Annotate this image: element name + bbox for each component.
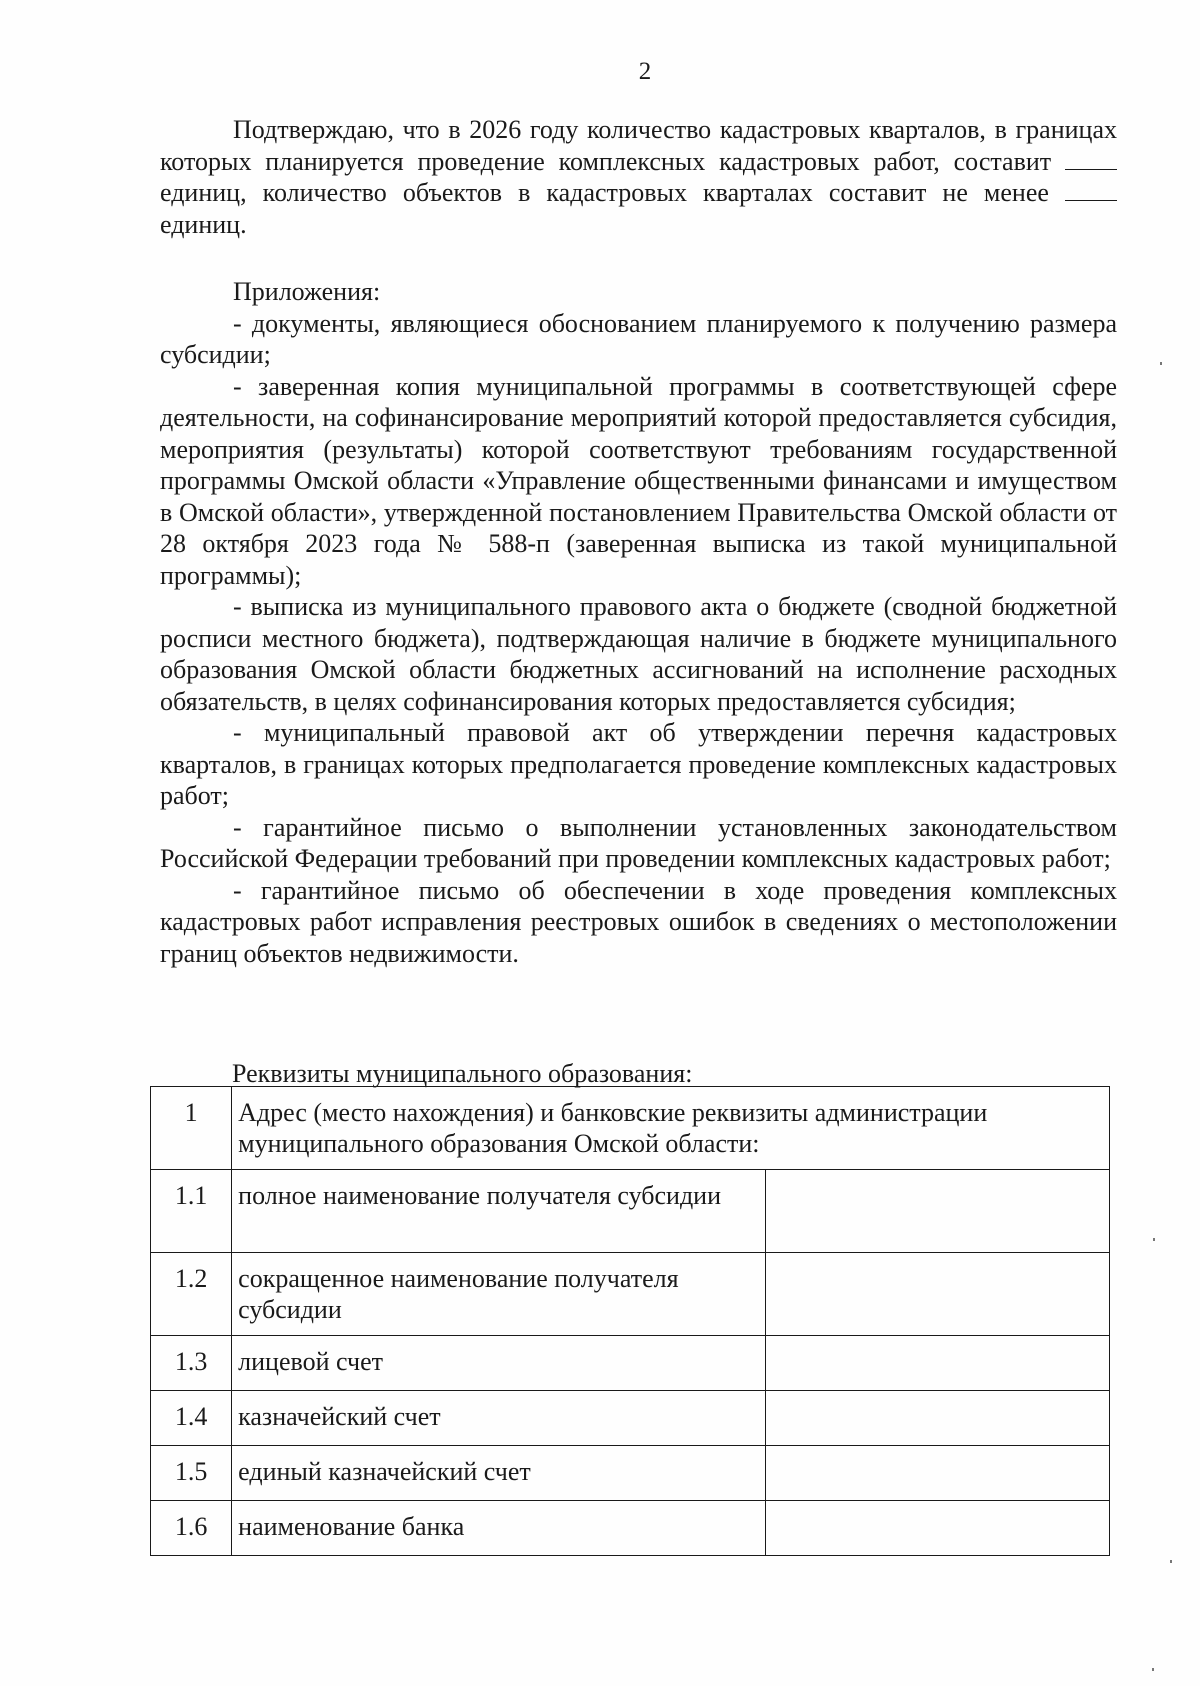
table-row [151, 1087, 1110, 1170]
row-value-cell[interactable] [766, 1501, 1110, 1556]
row-value-cell[interactable] [766, 1391, 1110, 1446]
confirmation-part-3: единиц. [160, 209, 247, 239]
row-number: 1.3 [151, 1336, 232, 1391]
confirmation-part-1: Подтверждаю, что в 2026 году количество кадастровых кварталов, в границах которых планируется проведение комплексных кадастровых работ, составит [160, 115, 1117, 176]
row-value-cell[interactable] [766, 1253, 1110, 1336]
row-label: сокращенное наименование получателя субсидии [232, 1253, 766, 1336]
attachments-section [160, 276, 1117, 969]
row-number: 1.4 [151, 1391, 232, 1446]
row-number: 1 [151, 1087, 232, 1170]
scan-speck [1153, 1238, 1155, 1241]
row-number: 1.6 [151, 1501, 232, 1556]
confirmation-part-2: единиц, количество объектов в кадастровых кварталах составит не менее [160, 178, 1049, 207]
requisites-title: Реквизиты муниципального образования: [232, 1059, 693, 1088]
table-row [151, 1446, 1110, 1501]
row-label: казначейский счет [232, 1391, 766, 1446]
table-row [151, 1170, 1110, 1253]
attachment-item: - муниципальный правовой акт об утверждении перечня кадастровых кварталов, в границах которых предполагается проведение комплексных кадастровых работ; [160, 718, 1117, 810]
units-count-blank[interactable] [1065, 149, 1117, 170]
table-row [151, 1336, 1110, 1391]
attachments-title: Приложения: [233, 277, 381, 306]
row-value-cell[interactable] [766, 1336, 1110, 1391]
attachment-item: - заверенная копия муниципальной программы в соответствующей сфере деятельности, на софинансирование мероприятий которой предоставляется субсидия, мероприятия (результаты) которой соответствуют требованиям государственной программы Омской области «Управление общественными финансами и имуществом в Омской области», утвержденной постановлением Правительства Омской области от 28 октября 2023 года № 588-п (заверенная выписка из такой муниципальной программы); [160, 371, 1117, 590]
row-label: единый казначейский счет [232, 1446, 766, 1501]
row-number: 1.2 [151, 1253, 232, 1336]
row-label: наименование банка [232, 1501, 766, 1556]
row-label: лицевой счет [232, 1336, 766, 1391]
table-row [151, 1391, 1110, 1446]
row-value-cell[interactable] [766, 1170, 1110, 1253]
requisites-table [150, 1086, 1110, 1556]
confirmation-paragraph [160, 114, 1117, 240]
attachment-item: - документы, являющиеся обоснованием планируемого к получению размера субсидии; [160, 308, 1117, 369]
row-value-cell[interactable] [766, 1446, 1110, 1501]
row-label: полное наименование получателя субсидии [232, 1170, 766, 1253]
row-number: 1.5 [151, 1446, 232, 1501]
attachment-item: - гарантийное письмо об обеспечении в ходе проведения комплексных кадастровых работ исправления реестровых ошибок в сведениях о местоположении границ объектов недвижимости. [160, 875, 1117, 968]
scan-speck [1170, 1560, 1172, 1563]
scan-speck [1152, 1668, 1154, 1671]
table-row [151, 1501, 1110, 1556]
page-number: 2 [638, 58, 652, 85]
attachment-item: - выписка из муниципального правового акта о бюджете (сводной бюджетной росписи местного бюджета), подтверждающая наличие в бюджете муниципального образования Омской области бюджетных ассигнований на исполнение расходных обязательств, в целях софинансирования которых предоставляется субсидия; [160, 592, 1117, 716]
objects-count-blank[interactable] [1065, 180, 1117, 201]
confirmation-text [160, 114, 1117, 240]
row-label: Адрес (место нахождения) и банковские реквизиты администрации муниципального образования Омской области: [232, 1087, 1110, 1170]
scan-speck [1160, 362, 1162, 365]
row-number: 1.1 [151, 1170, 232, 1253]
table-row [151, 1253, 1110, 1336]
attachment-item: - гарантийное письмо о выполнении установленных законодательством Российской Федерации требований при проведении комплексных кадастровых работ; [160, 812, 1117, 873]
